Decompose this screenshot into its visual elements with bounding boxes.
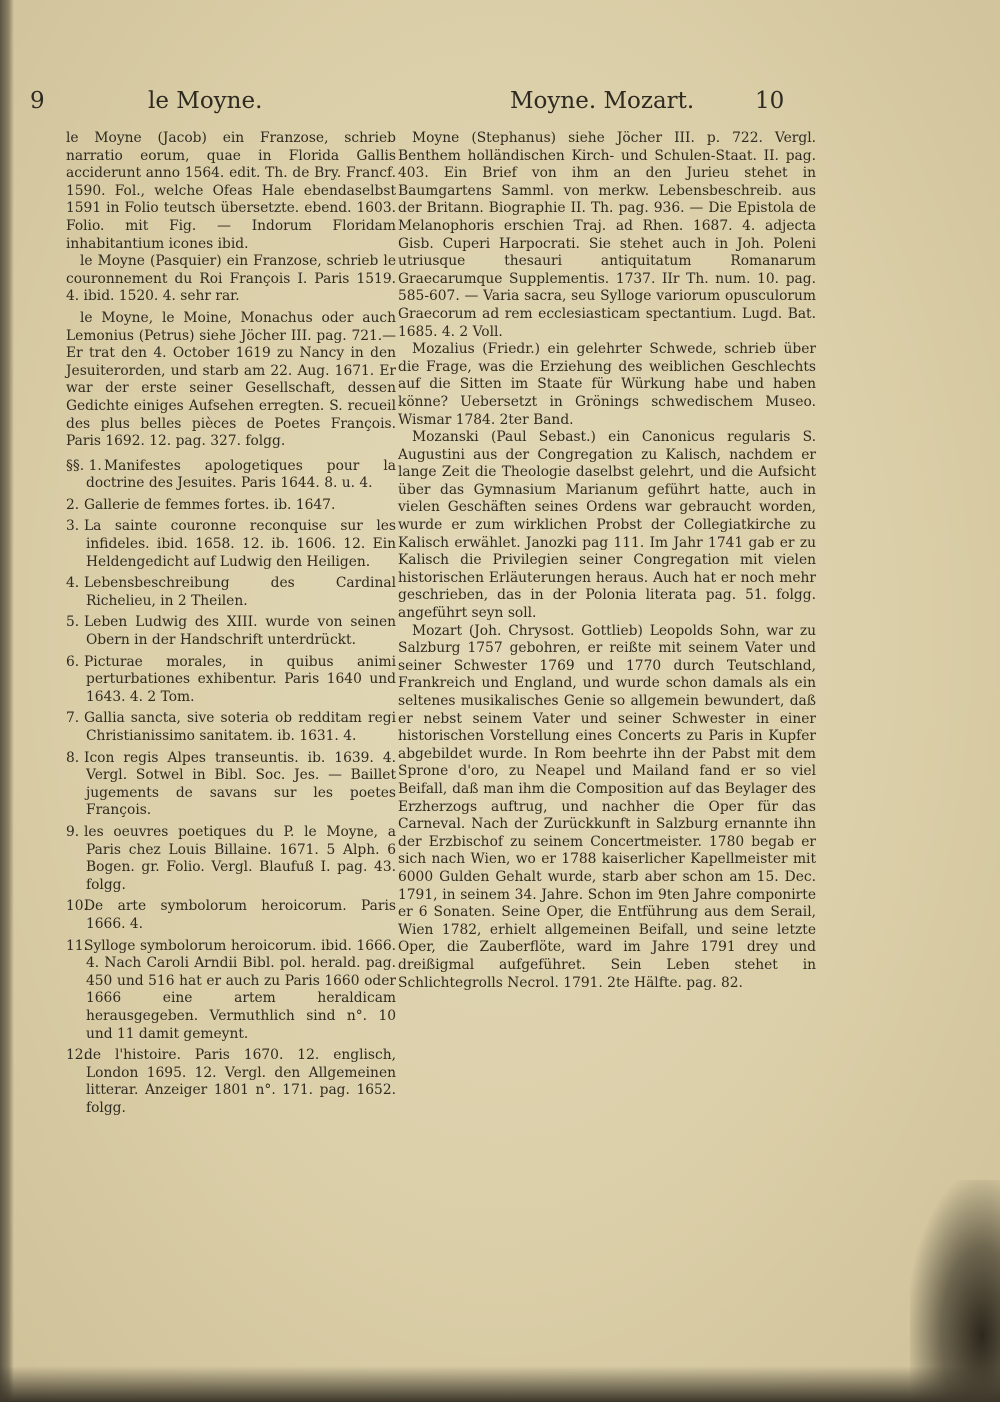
item-number: 7. [66, 710, 80, 727]
item-text: Gallia sancta, sive soteria ob redditam regi Christianissimo sanitatem. ib. 1631. 4. [84, 710, 396, 744]
item-number: 6. [66, 653, 80, 670]
item-number: 12. [66, 1047, 88, 1064]
book-binding-edge [0, 0, 14, 1402]
item-text: De arte symbolorum heroicorum. Paris 1666. 4. [84, 898, 396, 932]
item-number: 2. [66, 496, 80, 513]
list-item [66, 518, 396, 571]
item-number: 10. [66, 898, 88, 915]
item-number: 5. [66, 614, 80, 631]
item-text: de l'histoire. Paris 1670. 12. englisch, London 1695. 12. Vergl. den Allgemeinen litterar. Anzeiger 1801 n°. 171. pag. 1652. folgg. [84, 1047, 396, 1116]
item-number: 11. [66, 937, 88, 954]
item-text: Icon regis Alpes transeuntis. ib. 1639. 4. Vergl. Sotwel in Bibl. Soc. Jes. — Baillet jugements de savans sur les poetes François. [84, 749, 396, 819]
entry-mozalius: Mozalius (Friedr.) ein gelehrter Schwede, schrieb über die Frage, was die Erziehung des weiblichen Geschlechts auf die Sitten im Staate für Würkung habe und haben könne? Uebersetzt in Grönings schwedischem Museo. Wismar 1784. 2ter Band. [398, 341, 816, 428]
list-item [66, 458, 396, 493]
item-text: La sainte couronne reconquise sur les infideles. ibid. 1658. 12. ib. 1606. 12. Ein Heldengedicht auf Ludwig den Heiligen. [84, 518, 396, 570]
list-item [66, 614, 396, 649]
running-head-right: Moyne. Mozart. [510, 88, 695, 114]
item-text: Lebensbeschreibung des Cardinal Richelieu, in 2 Theilen. [84, 575, 396, 609]
list-item [66, 750, 396, 820]
item-number: 4. [66, 575, 80, 592]
item-number: 3. [66, 518, 80, 535]
page-number-left: 9 [30, 88, 45, 114]
item-text: Gallerie de femmes fortes. ib. 1647. [84, 496, 336, 513]
left-column [66, 130, 396, 1117]
list-item [66, 824, 396, 894]
item-number: 8. [66, 749, 80, 766]
page-bottom-shadow [0, 1366, 1000, 1402]
list-item [66, 898, 396, 933]
item-number: §§. 1. [66, 457, 102, 474]
item-text: Sylloge symbolorum heroicorum. ibid. 1666. 4. Nach Caroli Arndii Bibl. pol. herald. pag. 450 und 516 hat er auch zu Paris 1660 oder 1666 eine artem heraldicam herausgegeben. Vermuthlich sind n°. 10 und 11 damit gemeynt. [84, 937, 396, 1042]
entry-moyne-stephanus: Moyne (Stephanus) siehe Jöcher III. p. 722. Vergl. Benthem holländischen Kirch- und Schulen-Staat. II. pag. 403. Ein Brief von ihm an den Jurieu stehet in Baumgartens Samml. von merkw. Lebensbeschreib. aus der Britann. Biographie II. Th. pag. 936. — Die Epistola de Melanophoris erschien Traj. ad Rhen. 1687. 4. adjecta Gisb. Cuperi Harpocrati. Sie stehet auch in Joh. Poleni utriusque thesauri antiquitatum Romanarum Graecarumque Supplementis. 1737. IIr Th. num. 10. pag. 585-607. — Varia sacra, seu Sylloge variorum opusculorum Graecorum ad rem ecclesiasticam spectantium. Lugd. Bat. 1685. 4. 2 Voll. [398, 130, 816, 340]
item-text: les oeuvres poetiques du P. le Moyne, a Paris chez Louis Billaine. 1671. 5 Alph. 6 Bogen. gr. Folio. Vergl. Blaufuß I. pag. 43. folgg. [84, 823, 396, 893]
entry-le-moyne-petrus: le Moyne, le Moine, Monachus oder auch Lemonius (Petrus) siehe Jöcher III. pag. 721.— Er trat den 4. October 1619 zu Nancy in den Jesuiterorden, und starb am 22. Aug. 1671. Er war der erste seiner Gesellschaft, dessen Gedichte einiges Aufsehen erregten. S. recueil des plus belles pièces de Poetes François. Paris 1692. 12. pag. 327. folgg. [66, 309, 396, 450]
item-text: Picturae morales, in quibus animi perturbationes exhibentur. Paris 1640 und 1643. 4. 2 Tom. [84, 653, 396, 705]
list-item [66, 1047, 396, 1117]
item-text: Leben Ludwig des XIII. wurde von seinen Obern in der Handschrift unterdrückt. [84, 614, 396, 649]
list-item [66, 575, 396, 610]
item-text: Manifestes apologetiques pour la doctrine des Jesuites. Paris 1644. 8. u. 4. [86, 457, 396, 492]
item-number: 9. [66, 823, 80, 840]
entry-mozanski: Mozanski (Paul Sebast.) ein Canonicus regularis S. Augustini aus der Congregation zu Kalisch, nachdem er lange Zeit die Theologie daselbst gelehrt, und die Aufsicht über das Gymnasium Marianum geführt hatte, auch in vielen Geschäften seines Ordens war gebraucht worden, wurde er zum wirklichen Probst der Collegiatkirche zu Kalisch erwählet. Janozki pag 111. Im Jahr 1741 gab er zu Kalisch die Privilegien seiner Congregation mit vielen historischen Erläuterungen heraus. Auch hat er noch mehr geschrieben, das in der Polonia literata pag. 51. folgg. angeführt seyn soll. [398, 429, 816, 622]
list-item [66, 654, 396, 707]
page-number-right: 10 [755, 88, 785, 114]
list-item [66, 938, 396, 1044]
entry-le-moyne-jacob: le Moyne (Jacob) ein Franzose, schrieb narratio eorum, quae in Florida Gallis acciderunt anno 1564. edit. Th. de Bry. Francf. 1590. Fol., welche Ofeas Hale ebendaselbst 1591 in Folio teutsch übersetzte. ebend. 1603. Folio. mit Fig. — Indorum Floridam inhabitantium icones ibid. [66, 130, 396, 252]
works-list [66, 458, 396, 1118]
list-item [66, 710, 396, 745]
entry-mozart: Mozart (Joh. Chrysost. Gottlieb) Leopolds Sohn, war zu Salzburg 1757 gebohren, er reißte mit seinem Vater und seiner Schwester 1769 und 1770 durch Teutschland, Frankreich und England, und wurde schon damals als ein seltenes musikalisches Genie so allgemein bewundert, daß er nebst seinem Vater und seiner Schwester in einer historischen Vorstellung eines Concerts zu Paris in Kupfer abgebildet wurde. In Rom beehrte ihn der Pabst mit dem Sprone d'oro, zu Neapel und Mailand fand er so viel Beifall, daß man ihm die Composition auf das Beylager des Erzherzogs auftrug, und nachher die Oper für das Carneval. Nach der Zurückkunft in Salzburg ernannte ihn der Erzbischof zu seinem Concertmeister. 1780 begab er sich nach Wien, wo er 1788 kaiserlicher Kapellmeister mit 6000 Gulden Gehalt wurde, starb aber schon am 15. Dec. 1791, in seinem 34. Jahre. Schon im 9ten Jahre componirte er 6 Sonaten. Seine Oper, die Entführung aus dem Serail, Wien 1782, erhielt allgemeinen Beifall, und seine letzte Oper, die Zauberflöte, ward im Jahre 1791 drey und dreißigmal aufgeführet. Sein Leben stehet in Schlichtegrolls Necrol. 1791. 2te Hälfte. pag. 82. [398, 622, 816, 991]
list-item [66, 497, 396, 515]
entry-le-moyne-pasquier: le Moyne (Pasquier) ein Franzose, schrieb le couronnement du Roi François I. Paris 1519. 4. ibid. 1520. 4. sehr rar. [66, 253, 396, 305]
right-column [398, 130, 816, 992]
running-head-left: le Moyne. [148, 88, 263, 114]
